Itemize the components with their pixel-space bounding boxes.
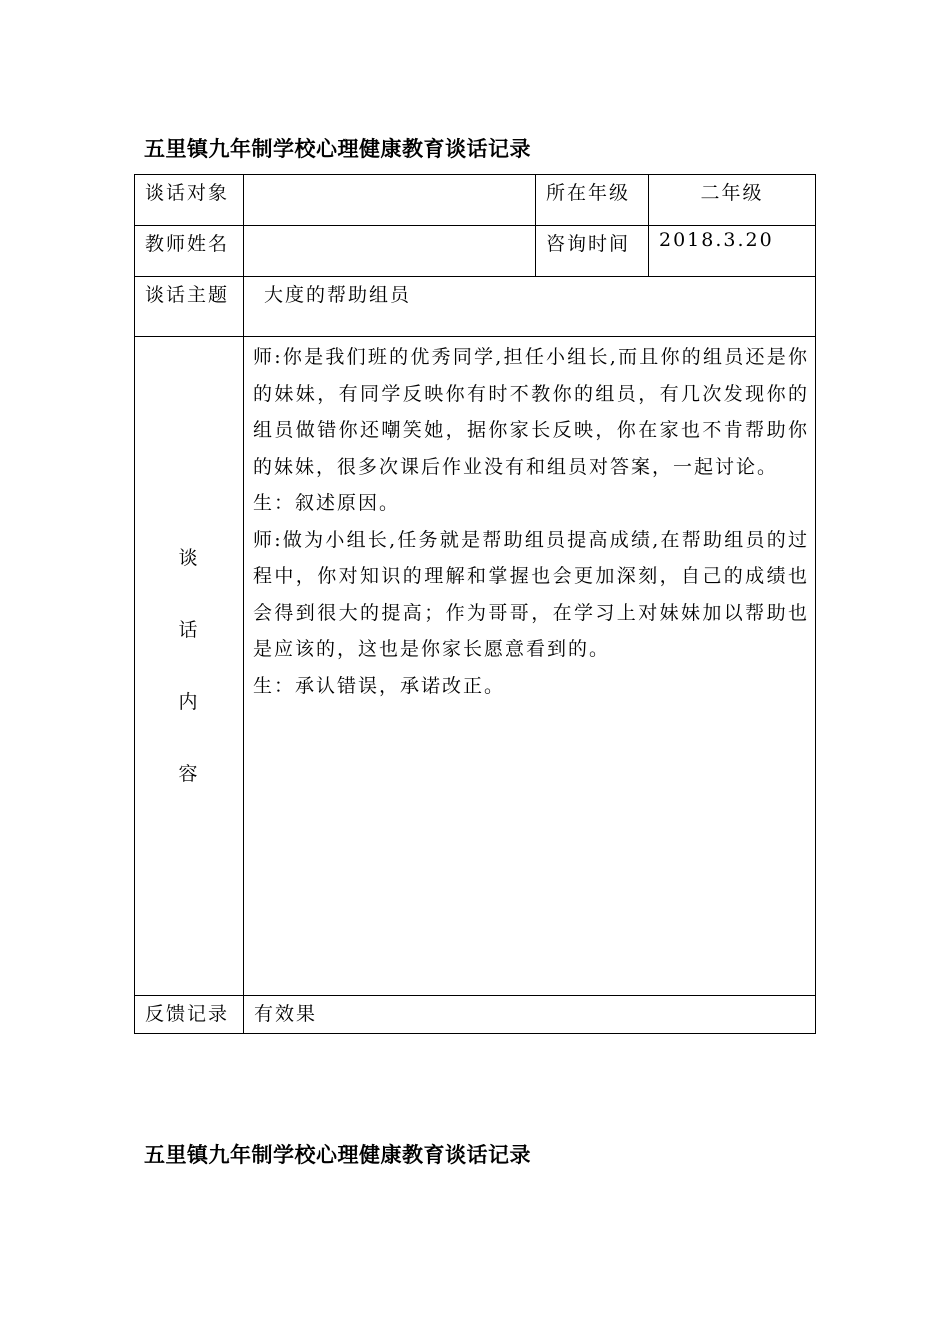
row-feedback — [135, 996, 816, 1034]
feedback-value: 有效果 — [244, 996, 816, 1034]
content-label-char: 话 — [178, 619, 200, 641]
grade-value: 二年级 — [649, 175, 816, 226]
talk-record-table — [134, 174, 816, 1034]
content-label-char: 谈 — [178, 547, 200, 569]
content-paragraph: 生：承认错误，承诺改正。 — [253, 674, 506, 697]
time-label: 咨询时间 — [536, 226, 649, 277]
subject-label: 谈话对象 — [135, 175, 244, 226]
row-topic — [135, 277, 816, 337]
content-paragraph: 师:你是我们班的优秀同学,担任小组长,而且你的组员还是你的妹妹，有同学反映你有时不教你的组员，有几次发现你的组员做错你还嘲笑她，据你家长反映，你在家也不肯帮助你的妹妹，很多次课后作业没有和组员对答案，一起讨论。 — [253, 346, 809, 478]
teacher-value — [244, 226, 536, 277]
content-label-char: 容 — [178, 763, 200, 785]
row-content — [135, 337, 816, 996]
time-value: 2018.3.20 — [649, 226, 816, 277]
document-title: 五里镇九年制学校心理健康教育谈话记录 — [144, 137, 531, 161]
topic-value: 大度的帮助组员 — [244, 277, 816, 337]
topic-label: 谈话主题 — [135, 277, 244, 337]
subject-value — [244, 175, 536, 226]
second-document-title: 五里镇九年制学校心理健康教育谈话记录 — [144, 1143, 531, 1167]
content-paragraph: 师:做为小组长,任务就是帮助组员提高成绩,在帮助组员的过程中，你对知识的理解和掌握也会更加深刻，自己的成绩也会得到很大的提高；作为哥哥，在学习上对妹妹加以帮助也是应该的，这也是你家长愿意看到的。 — [253, 528, 809, 660]
grade-label: 所在年级 — [536, 175, 649, 226]
content-body — [244, 337, 816, 996]
row-teacher — [135, 226, 816, 277]
feedback-label: 反馈记录 — [135, 996, 244, 1034]
content-paragraph: 生：叙述原因。 — [253, 492, 401, 514]
content-label — [135, 337, 244, 996]
row-subject — [135, 175, 816, 226]
content-label-char: 内 — [178, 691, 200, 713]
teacher-label: 教师姓名 — [135, 226, 244, 277]
